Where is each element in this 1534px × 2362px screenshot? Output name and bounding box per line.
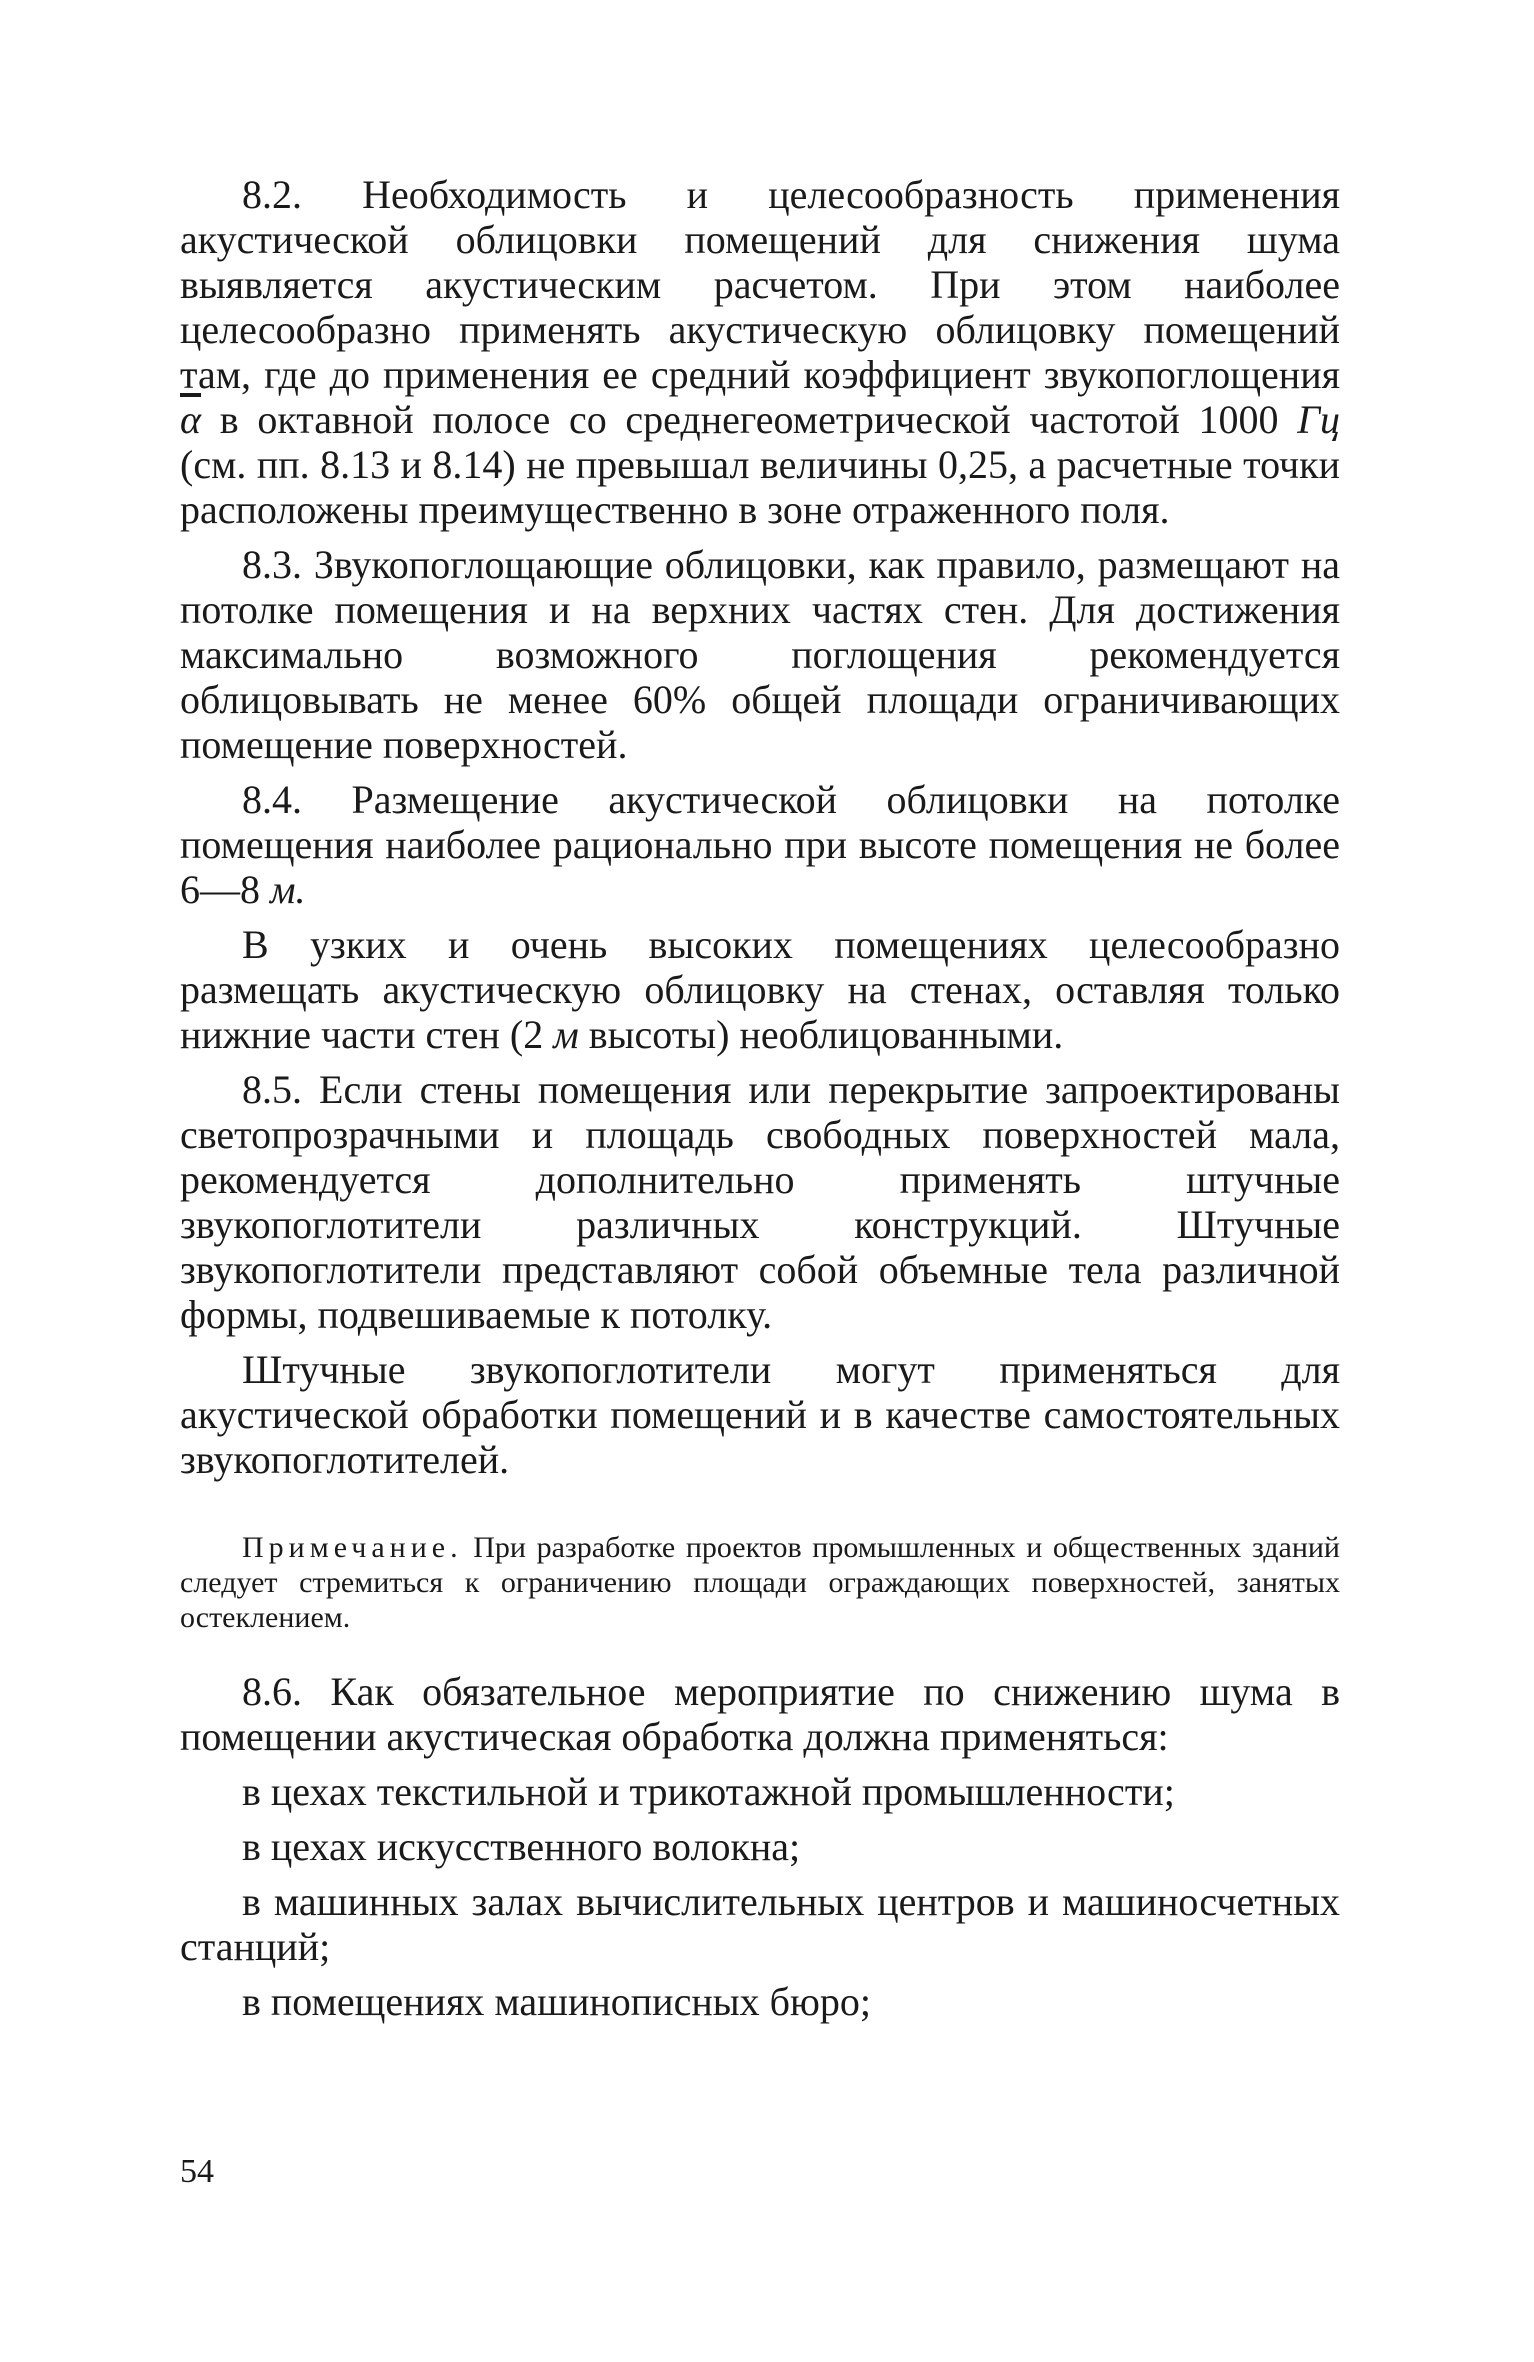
list-item: в цехах текстильной и трикотажной промышленности; <box>242 1769 1175 1814</box>
paragraph-8-5-continued <box>180 1347 1340 1482</box>
paragraph-text: Как обязательное мероприятие по снижению шума в помещении акустическая обработка должна применяться: <box>180 1669 1341 1759</box>
alpha-symbol: $\overline{\alpha}$ <box>180 397 201 442</box>
paragraph-text: Необходимость и целесообразность применения акустической облицовки помещений для снижения шума выявляется акустическим расчетом. При этом наиболее целесообразно применять акустическую облицовку помещений там, где до применения ее средний коэффициент звукопоглощения <box>180 172 1341 397</box>
section-number: 8.4. <box>242 777 302 822</box>
page-content <box>180 172 1340 2024</box>
paragraph-text: в октавной полосе со среднегеометрической частотой 1000 <box>219 397 1279 442</box>
section-number: 8.3. <box>242 542 302 587</box>
paragraph-text: (см. пп. 8.13 и 8.14) не превышал величины 0,25, а расчетные точки расположены преимущественно в зоне отраженного поля. <box>180 442 1340 532</box>
section-number: 8.6. <box>242 1669 302 1714</box>
paragraph-8-6 <box>180 1669 1340 1759</box>
paragraph-8-4 <box>180 777 1340 912</box>
note-text: При разработке проектов промышленных и общественных зданий следует стремиться к ограничению площади ограждающих поверхностей, занятых остеклением. <box>180 1531 1340 1634</box>
unit-hz: Гц <box>1297 397 1341 442</box>
paragraph-text: Штучные звукопоглотители могут применяться для акустической обработки помещений и в качестве самостоятельных звукопоглотителей. <box>180 1347 1340 1482</box>
list-item: в машинных залах вычислительных центров и машиносчетных станций; <box>180 1879 1340 1969</box>
section-number: 8.2. <box>242 172 302 217</box>
note-label: Примечание. <box>242 1531 463 1564</box>
paragraph-text: Звукопоглощающие облицовки, как правило, размещают на потолке помещения и на верхних частях стен. Для достижения максимально возможного поглощения рекомендуется облицовывать не менее 60% общей площади ограничивающих помещение поверхностей. <box>180 542 1341 767</box>
paragraph-text: В узких и очень высоких помещениях целесообразно размещать акустическую облицовку на стенах, оставляя только нижние части стен (2 <box>180 922 1340 1057</box>
section-number: 8.5. <box>242 1067 302 1112</box>
list-item: в цехах искусственного волокна; <box>242 1824 801 1869</box>
paragraph-8-3 <box>180 542 1340 767</box>
paragraph-text: высоты) необлицованными. <box>588 1012 1064 1057</box>
paragraph-8-5 <box>180 1067 1340 1337</box>
note <box>180 1530 1340 1635</box>
unit-m: м. <box>270 867 306 912</box>
list-item: в помещениях машинописных бюро; <box>242 1979 871 2024</box>
paragraph-text: Размещение акустической облицовки на потолке помещения наиболее рационально при высоте помещения не более 6—8 <box>180 777 1340 912</box>
paragraph-8-2 <box>180 172 1340 532</box>
page-number: 54 <box>180 2153 214 2190</box>
paragraph-text: Если стены помещения или перекрытие запроектированы светопрозрачными и площадь свободных поверхностей мала, рекомендуется дополнительно применять штучные звукопоглотители различных конструкций. Штучные звукопоглотители представляют собой объемные тела различной формы, подвешиваемые к потолку. <box>180 1067 1340 1337</box>
unit-m: м <box>553 1012 579 1057</box>
paragraph-8-4-continued <box>180 922 1340 1057</box>
